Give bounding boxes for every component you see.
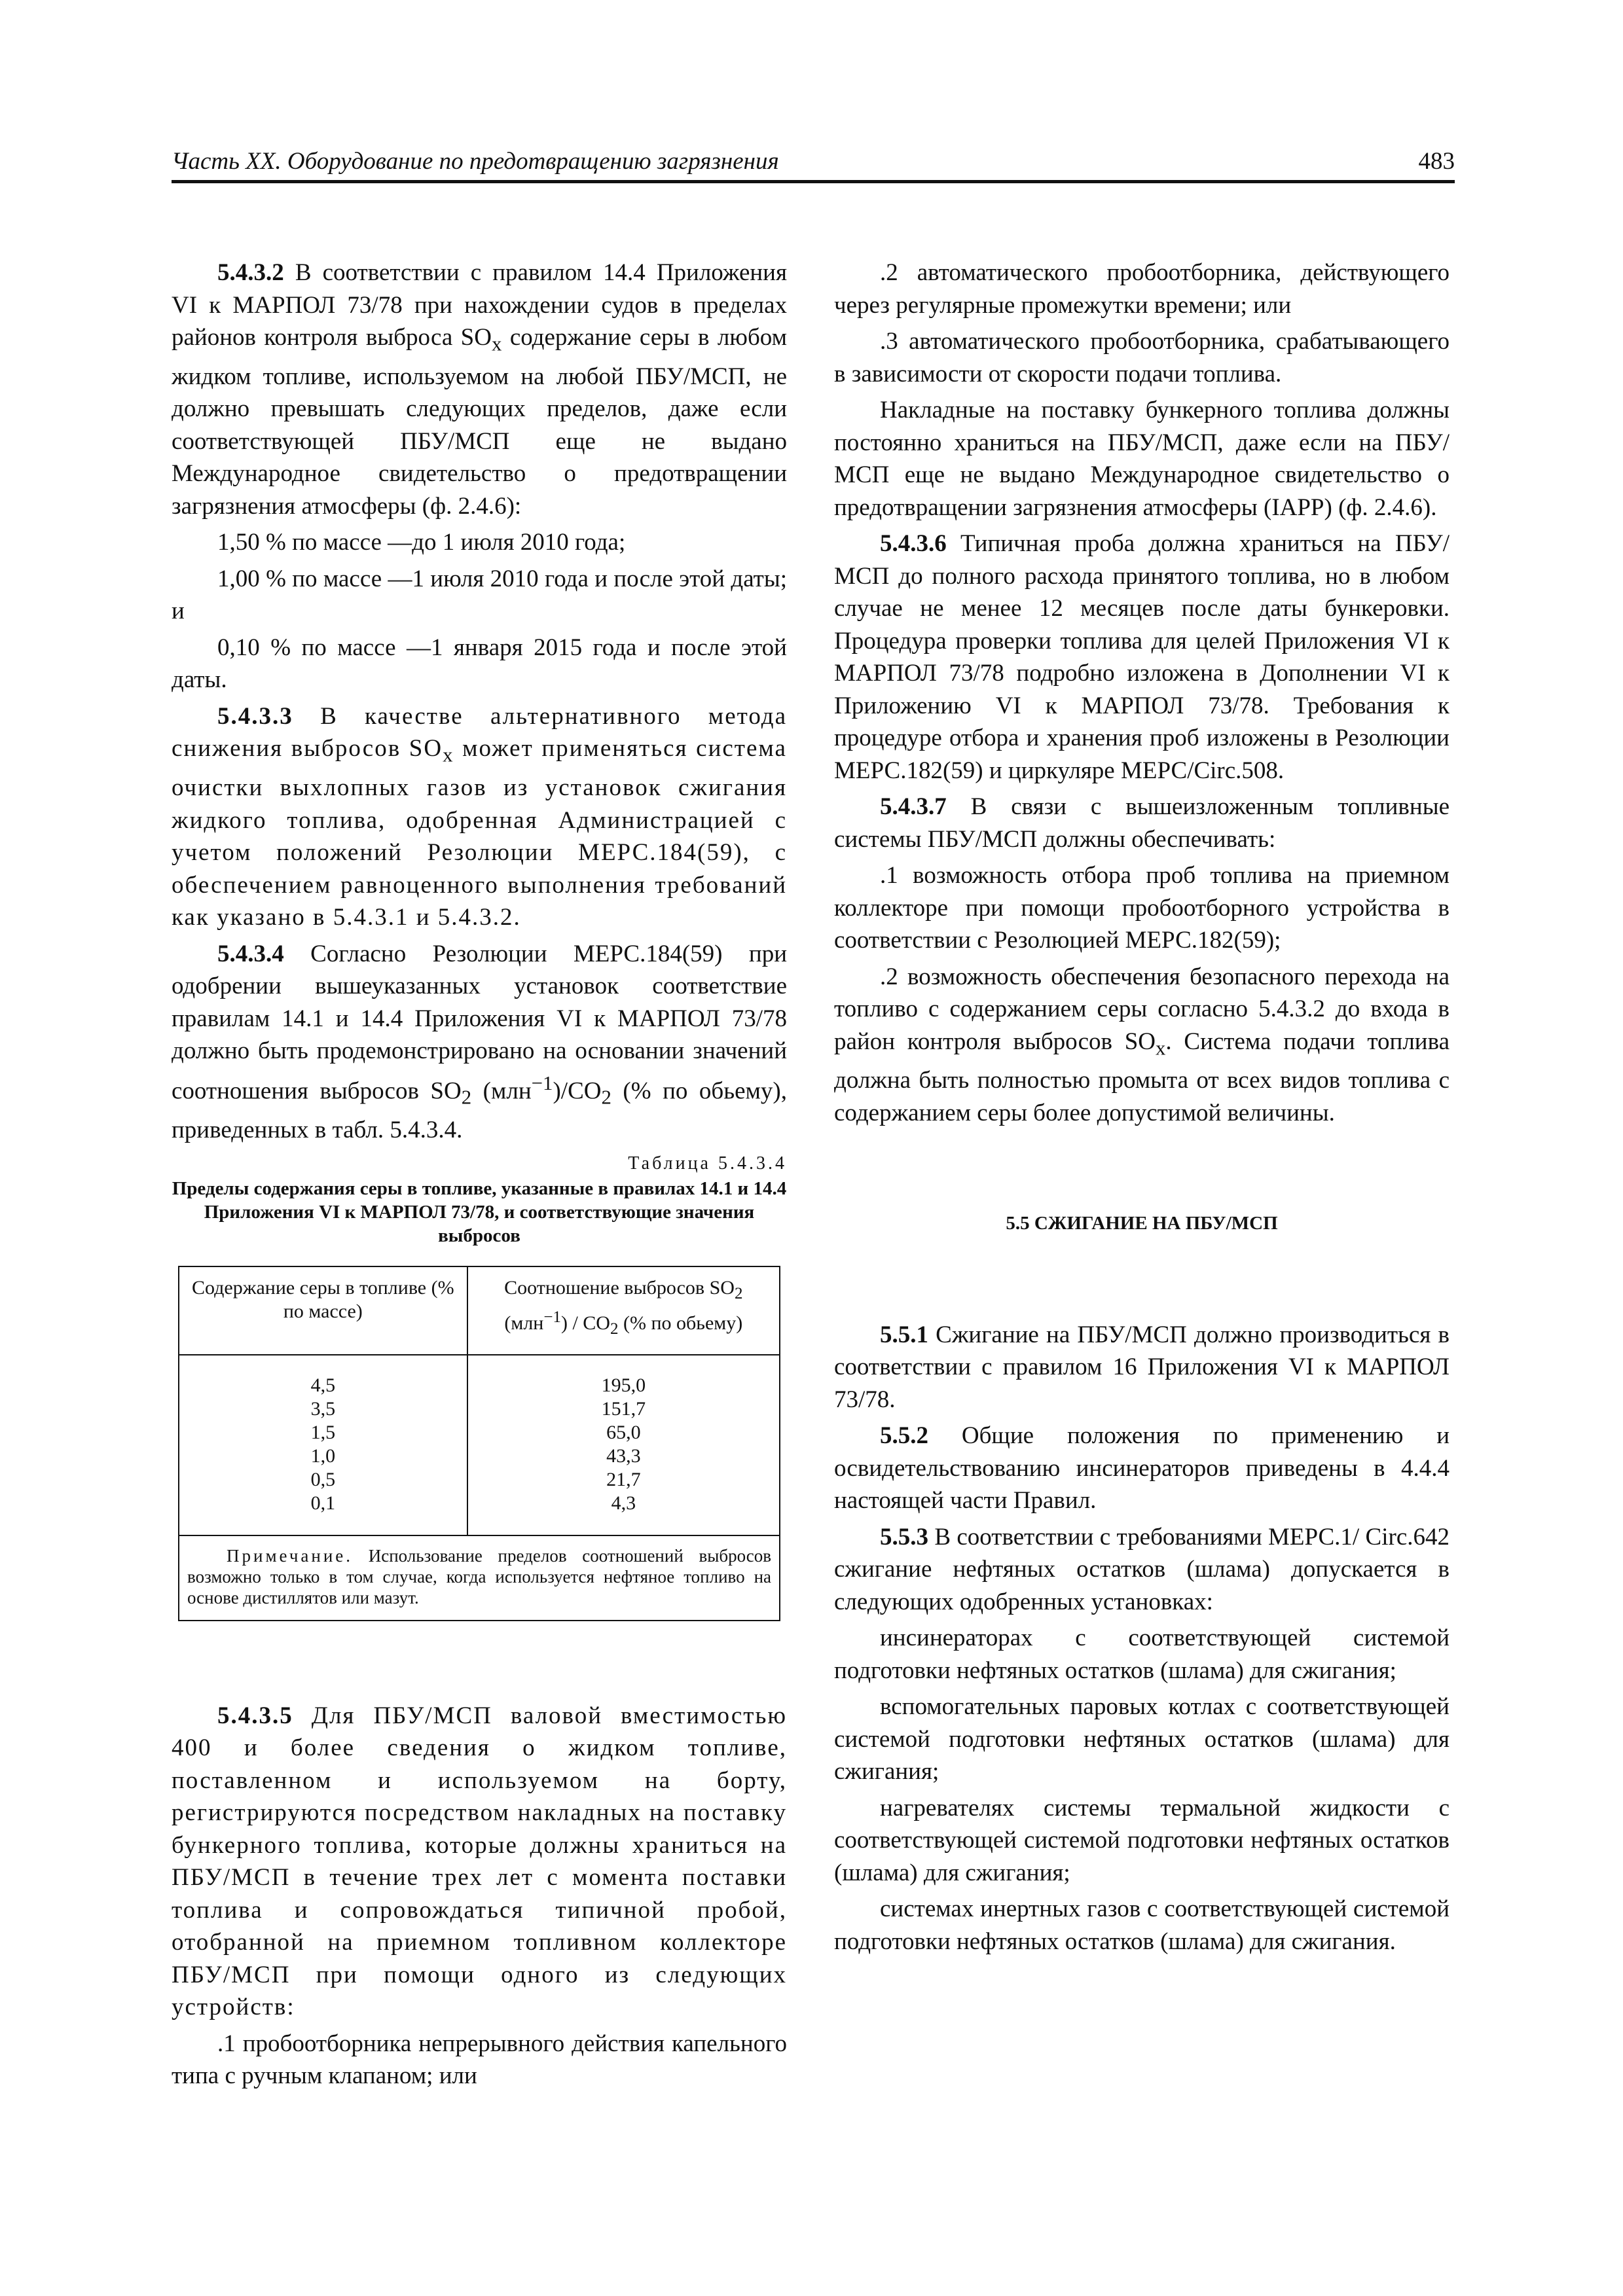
paragraph-number: 5.4.3.2 [217, 259, 284, 286]
paragraph-text: содержание серы в любом жидком топливе, используемом на любой ПБУ/МСП, не должно превышать следующих пределов, даже если соответствующей ПБУ/МСП еще не выдано Международное свидетельство о предотвращении загрязнения атмосферы (ф. 2.4.6): [172, 324, 787, 520]
installation-item-3: нагревателях системы термальной жидкости с соответствующей системой подготовки нефтяных остатков (шлама) для сжигания; [834, 1794, 1450, 1886]
header-text: (млн [504, 1312, 544, 1334]
limit-line-1: 1,50 % по массе —до 1 июля 2010 года; [217, 529, 626, 556]
superscript: −1 [543, 1308, 561, 1326]
list-item-3: .3 автоматического пробоотборника, срабатывающего в зависимости от скорости подачи топлива. [834, 328, 1450, 387]
limit-line-3: 0,10 % по массе —1 января 2015 года и после этой даты. [172, 634, 787, 694]
table-cell: 0,5 [310, 1468, 336, 1490]
column-header-ratio [467, 1266, 780, 1355]
note-text: Использование пределов соотношений выбросов возможно только в том случае, когда используется нефтяное топливо на основе дистиллятов или мазут. [187, 1545, 771, 1607]
paragraph-text: Общие положения по применению и освидетельствованию инсинераторов приведены в 4.4.4 настоящей части Правил. [834, 1422, 1450, 1515]
table-cell: 1,0 [310, 1444, 336, 1467]
paragraph-number: 5.5.1 [880, 1321, 928, 1348]
limit-line-2: 1,00 % по массе —1 июля 2010 года и после этой даты; и [172, 565, 787, 625]
paragraph-text: может применяться система очистки выхлопных газов из установок сжигания жидкого топлива, одобренная Администрацией с учетом положений Резолюции МЕРС.184(59), с обеспечением равноценного выполнения требований как указано в 5.4.3.1 и 5.4.3.2. [172, 735, 787, 931]
paragraph-5-5-1 [834, 1319, 1450, 1416]
subscript: x [1156, 1036, 1166, 1059]
paragraph-text: Типичная проба должна храниться на ПБУ/МСП до полного расхода принятого топлива, но в любом случае не менее 12 месяцев после даты бункеровки. Процедура проверки топлива для целей Приложения VI к МАРПОЛ 73/78 подробно изложена в Дополнении VI к Приложению VI к МАРПОЛ 73/78. Требования к процедуре отбора и хранения проб изложены в Резолюции МЕРС.182(59) и циркуляре МЕРС/Circ.508. [834, 530, 1450, 784]
header-rule [172, 180, 1455, 183]
installation-item-4: системах инертных газов с соответствующей системой подготовки нефтяных остатков (шлама) для сжигания. [834, 1895, 1450, 1955]
paragraph-5-5-2 [834, 1420, 1450, 1517]
sulfur-emissions-table [178, 1266, 780, 1621]
paragraph-number: 5.5.3 [880, 1523, 928, 1551]
paragraph-text: В соответствии с правилом 14.4 Приложения VI к МАРПОЛ 73/78 при нахождении судов в пределах районов контроля выброса SO [172, 259, 787, 351]
paragraph-5-4-3-7 [834, 791, 1450, 855]
page-number: 483 [1418, 148, 1455, 175]
paragraph-text: В соответствии с требованиями МЕРС.1/ Circ.642 сжигание нефтяных остатков (шлама) допускается в следующих одобренных установках: [834, 1523, 1450, 1615]
paragraph-text: Сжигание на ПБУ/МСП должно производиться в соответствии с правилом 16 Приложения VI к МАРПОЛ 73/78. [834, 1321, 1450, 1413]
table-values-row [179, 1355, 780, 1535]
paragraph-number: 5.5.2 [880, 1422, 928, 1450]
section-title-5-5: 5.5 СЖИГАНИЕ НА ПБУ/МСП [1006, 1213, 1278, 1234]
table-cell: 4,5 [310, 1374, 336, 1396]
subscript: 2 [461, 1086, 472, 1109]
paragraph-text: )/CO [553, 1077, 602, 1105]
paragraph-5-4-3-6 [834, 528, 1450, 787]
paragraph-number: 5.4.3.5 [217, 1702, 293, 1729]
paragraph-text: (% по обьему), приведенных в табл. 5.4.3.4. [172, 1077, 787, 1143]
table-caption: Таблица 5.4.3.4 [628, 1153, 787, 1174]
table-title: Пределы содержания серы в топливе, указанные в правилах 14.1 и 14.4 Приложения VI к МАРПОЛ 73/78, и соответствующие значения выбросов [172, 1177, 787, 1246]
left-column [172, 257, 787, 2096]
subscript: 2 [734, 1284, 743, 1302]
paragraph-text: .2 возможность обеспечения безопасного перехода на топливо с содержанием серы согласно 5.4.3.2 до входа в район контроля выбросов SO [834, 963, 1450, 1055]
table-cell: 43,3 [606, 1444, 641, 1467]
header-text: ) / CO [560, 1312, 610, 1334]
paragraph-text: В связи с вышеизложенным топливные системы ПБУ/МСП должны обеспечивать: [834, 793, 1450, 853]
paragraph-5-5-3 [834, 1521, 1450, 1619]
paragraph-number: 5.4.3.3 [217, 702, 293, 730]
paragraph-invoices: Накладные на поставку бункерного топлива должны постоянно храниться на ПБУ/МСП, даже если на ПБУ/МСП еще не выдано Международное свидетельство о предотвращении загрязнения атмосферы (IAPP) (ф. 2.4.6). [834, 397, 1450, 521]
paragraph-text: (млн [471, 1077, 532, 1105]
ratio-values-cell [467, 1355, 780, 1535]
header-title: Часть XX. Оборудование по предотвращению загрязнения [172, 148, 779, 175]
table-cell: 0,1 [310, 1492, 336, 1514]
paragraph-text: . Система подачи топлива должна быть полностью промыта от всех видов топлива с содержанием серы более допустимой величины. [834, 1028, 1450, 1126]
installation-item-2: вспомогательных паровых котлах с соответствующей системой подготовки нефтяных остатков (шлама) для сжигания; [834, 1693, 1450, 1785]
table-cell: 3,5 [310, 1397, 336, 1420]
paragraph-number: 5.4.3.7 [880, 793, 947, 820]
table-note-row [179, 1535, 780, 1621]
r-list-item-1: .1 возможность отбора проб топлива на приемном коллекторе при помощи пробоотборного устройства в соответствии с Резолюцией МЕРС.182(59); [834, 862, 1450, 954]
table-cell: 1,5 [310, 1421, 336, 1443]
header-text: (% по обьему) [618, 1312, 743, 1334]
list-item-2: .2 автоматического пробоотборника, действующего через регулярные промежутки времени; или [834, 259, 1450, 319]
column-header-sulfur: Содержание серы в топливе (% по массе) [179, 1266, 467, 1355]
table-cell: 4,3 [611, 1492, 636, 1514]
paragraph-text: Для ПБУ/МСП валовой вместимостью 400 и более сведения о жидком топливе, поставленном и используемом на борту, регистрируются посредством накладных на поставку бункерного топлива, которые должны храниться на ПБУ/МСП в течение трех лет с момента поставки топлива и сопровождаться типичной пробой, отобранной на приемном топливном коллекторе ПБУ/МСП при помощи одного из следующих устройств: [172, 1702, 787, 2020]
paragraph-number: 5.4.3.4 [217, 940, 284, 967]
paragraph-5-4-3-3 [172, 700, 787, 934]
subscript: 2 [601, 1086, 611, 1109]
right-column [834, 257, 1450, 1962]
paragraph-5-4-3-2 [172, 257, 787, 522]
note-label: Примечание. [227, 1545, 354, 1566]
table-cell: 195,0 [601, 1374, 646, 1396]
installation-item-1: инсинераторах с соответствующей системой подготовки нефтяных остатков (шлама) для сжигания; [834, 1624, 1450, 1684]
paragraph-text: Согласно Резолюции МЕРС.184(59) при одобрении вышеуказанных установок соответствие правилам 14.1 и 14.4 Приложения VI к МАРПОЛ 73/78 должно быть продемонстрировано на основании значений соотношения выбросов SO [172, 940, 787, 1105]
r-list-item-2 [834, 961, 1450, 1130]
table-cell: 21,7 [606, 1468, 641, 1490]
superscript: −1 [531, 1071, 553, 1094]
running-header [172, 147, 1455, 180]
subscript: x [443, 744, 454, 766]
subscript: 2 [610, 1319, 619, 1338]
paragraph-5-4-3-4 [172, 938, 787, 1147]
paragraph-5-4-3-5 [172, 1700, 787, 2024]
subscript: x [491, 332, 502, 355]
table-note [179, 1535, 780, 1621]
table-cell: 65,0 [606, 1421, 641, 1443]
sulfur-values-cell [179, 1355, 467, 1535]
table-header-row [179, 1266, 780, 1355]
paragraph-number: 5.4.3.6 [880, 530, 947, 557]
list-item-1: .1 пробоотборника непрерывного действия капельного типа с ручным клапаном; или [172, 2030, 787, 2089]
paragraph-text: В качестве альтернативного метода снижения выбросов SO [172, 702, 787, 762]
header-text: Соотношение выбросов SO [504, 1276, 735, 1299]
table-cell: 151,7 [601, 1397, 646, 1420]
